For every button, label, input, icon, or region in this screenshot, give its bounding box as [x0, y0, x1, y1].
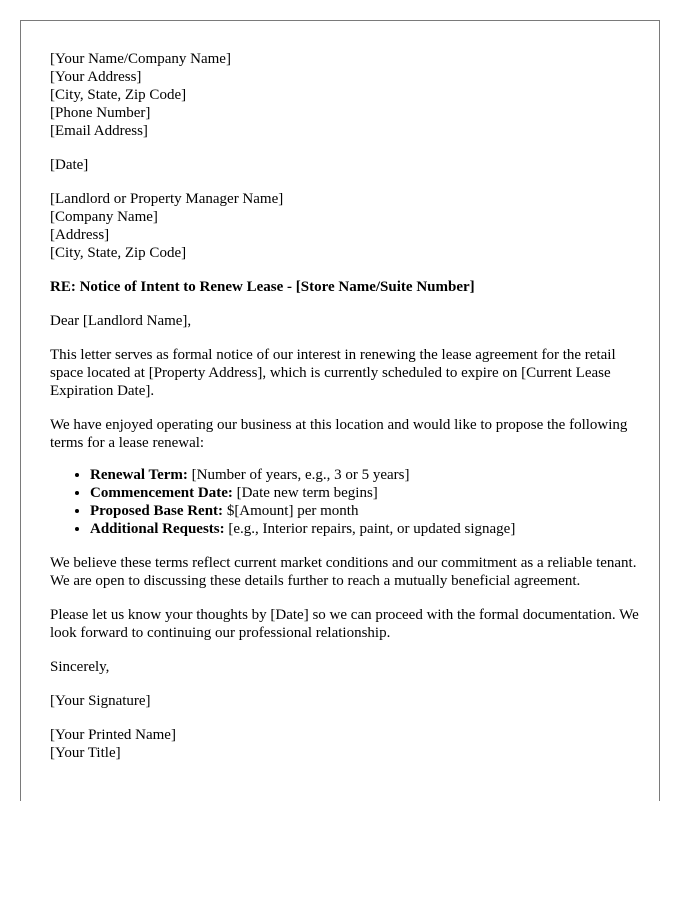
printed-name: [Your Printed Name]: [50, 727, 176, 743]
term-label: Commencement Date:: [90, 485, 233, 501]
closing-paragraph: Please let us know your thoughts by [Date] so we can proceed with the formal documentation. We look forward to continuing our professional relationship.: [50, 607, 639, 641]
sender-name: [Your Name/Company Name]: [50, 51, 231, 67]
recipient-city-state-zip: [City, State, Zip Code]: [50, 245, 187, 261]
sender-phone: [Phone Number]: [50, 105, 151, 121]
sender-city-state-zip: [City, State, Zip Code]: [50, 87, 187, 103]
title: [Your Title]: [50, 745, 121, 761]
recipient-company: [Company Name]: [50, 209, 158, 225]
term-value: $[Amount] per month: [223, 503, 359, 519]
signoff-block: [50, 726, 642, 762]
list-item: [90, 466, 642, 484]
letter-body: [50, 50, 642, 778]
letter-date: [Date]: [50, 157, 89, 173]
recipient-address-block: [50, 190, 642, 262]
term-value: [Number of years, e.g., 3 or 5 years]: [187, 467, 410, 483]
list-item: [90, 502, 642, 520]
proposal-paragraph: We have enjoyed operating our business at this location and would like to propose the following terms for a lease renewal:: [50, 417, 628, 451]
term-label: Renewal Term:: [90, 467, 188, 483]
letter-page: [20, 20, 660, 801]
list-item: [90, 520, 642, 538]
closing-salutation: Sincerely,: [50, 659, 110, 675]
term-label: Proposed Base Rent:: [90, 503, 224, 519]
sender-address: [Your Address]: [50, 69, 142, 85]
list-item: [90, 484, 642, 502]
term-label: Additional Requests:: [90, 521, 225, 537]
intro-paragraph: This letter serves as formal notice of our interest in renewing the lease agreement for the retail space located at [Property Address], which is currently scheduled to expire on [Current Lease Expiration Date].: [50, 347, 616, 399]
market-conditions-paragraph: We believe these terms reflect current market conditions and our commitment as a reliable tenant. We are open to discussing these details further to reach a mutually beneficial agreement.: [50, 555, 637, 589]
term-value: [e.g., Interior repairs, paint, or updated signage]: [224, 521, 516, 537]
term-value: [Date new term begins]: [232, 485, 378, 501]
salutation: Dear [Landlord Name],: [50, 313, 192, 329]
recipient-name: [Landlord or Property Manager Name]: [50, 191, 284, 207]
terms-list: [50, 466, 642, 538]
subject-line: RE: Notice of Intent to Renew Lease - [Store Name/Suite Number]: [50, 279, 475, 295]
recipient-address: [Address]: [50, 227, 110, 243]
sender-email: [Email Address]: [50, 123, 148, 139]
signature-placeholder: [Your Signature]: [50, 693, 151, 709]
sender-address-block: [50, 50, 642, 140]
